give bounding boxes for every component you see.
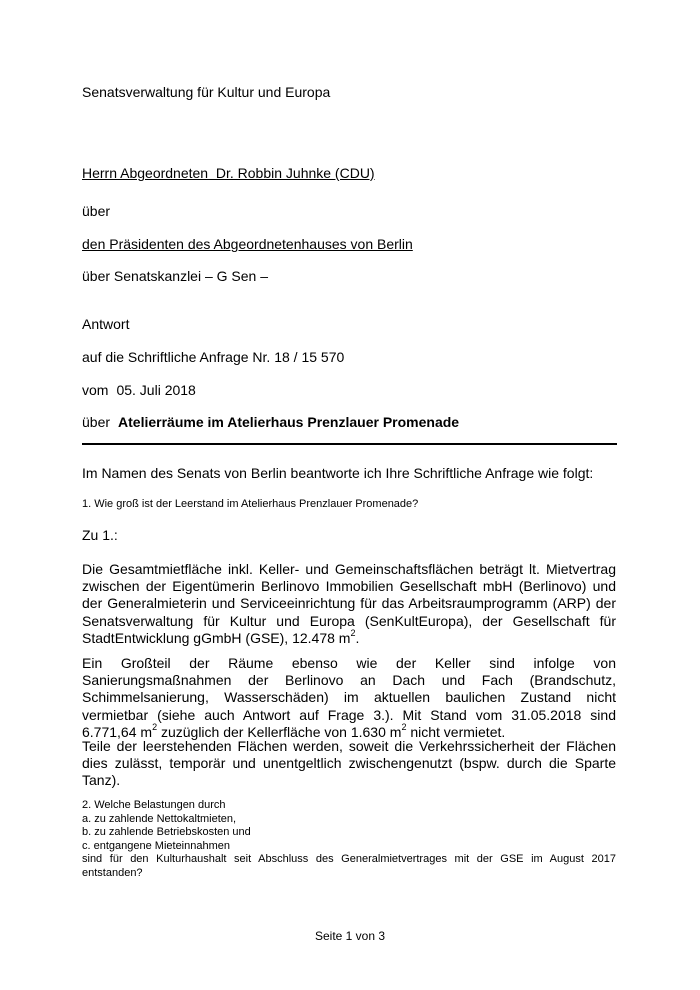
header-divider (82, 443, 617, 445)
intro-text: Im Namen des Senats von Berlin beantworte ich Ihre Schriftliche Anfrage wie folgt: (82, 465, 594, 481)
answer-1-paragraph-1: Die Gesamtmietfläche inkl. Keller- und Gemeinschaftsflächen beträgt lt. Mietvertrag zwischen der Eigentümerin Berlinovo Immobilien Gesellschaft mbH (Berlinovo) und der Generalmieterin und Serviceeinrichtung für das Arbeitsraumprogramm (ARP) der Senatsverwaltung für Kultur und Europa (SenKultEuropa), der Gesellschaft für StadtEntwicklung gGmbH (GSE), 12.478 $m^2$. (82, 561, 616, 646)
recipient-line: Herrn Abgeordneten Dr. Robbin Juhnke (CDU) (82, 165, 375, 181)
date-value: 05. Juli 2018 (116, 382, 196, 398)
question-2-line: entstanden? (82, 866, 143, 879)
question-2-line: b. zu zahlende Betriebskosten und (82, 826, 251, 838)
senate-chancellery-line: über Senatskanzlei – G Sen – (82, 268, 269, 284)
answer-1-label: Zu 1.: (82, 527, 118, 543)
answer-1-paragraph-2: Ein Großteil der Räume ebenso wie der Keller sind infolge von Sanierungsmaßnahmen der Berlinovo an Dach und Fach (Brandschutz, Schimmelsanierung, Wasserschäden) im aktuellen baulichen Zustand nicht vermietbar (siehe auch Antwort auf Frage 3.). Mit Stand vom 31.05.2018 sind 6.771,64 $m^2$ zuzüglich der Kellerfläche von 1.630 $m^2$ nicht vermietet. (82, 655, 616, 740)
question-1: 1. Wie groß ist der Leerstand im Atelierhaus Prenzlauer Promenade? (82, 498, 419, 510)
question-2 (82, 799, 616, 880)
subject-label: über (82, 414, 111, 430)
question-2-line: 2. Welche Belastungen durch (82, 799, 226, 811)
sender-line: Senatsverwaltung für Kultur und Europa (82, 84, 331, 100)
question-2-line: sind für den Kulturhaushalt seit Abschluss des Generalmietvertrages mit der GSE im August 2017 (82, 853, 616, 865)
date-label: vom (82, 382, 109, 398)
date-line (82, 382, 196, 399)
inquiry-number: auf die Schriftliche Anfrage Nr. 18 / 15 570 (82, 349, 345, 365)
page-number: Seite 1 von 3 (314, 929, 386, 943)
question-2-line: c. entgangene Mieteinnahmen (82, 839, 230, 852)
answer-label: Antwort (82, 316, 130, 332)
president-line: den Präsidenten des Abgeordnetenhauses von Berlin (82, 236, 413, 252)
subject-line (82, 414, 459, 431)
subject-title: Atelierräume im Atelierhaus Prenzlauer Promenade (118, 414, 460, 430)
answer-1-paragraph-3: Teile der leerstehenden Flächen werden, soweit die Verkehrssicherheit der Flächen dies zulässt, temporär und unentgeltlich zwischengenutzt (bspw. durch die Sparte Tanz). (82, 738, 616, 789)
via-label: über (82, 203, 111, 219)
question-2-line: a. zu zahlende Nettokaltmieten, (82, 812, 237, 825)
